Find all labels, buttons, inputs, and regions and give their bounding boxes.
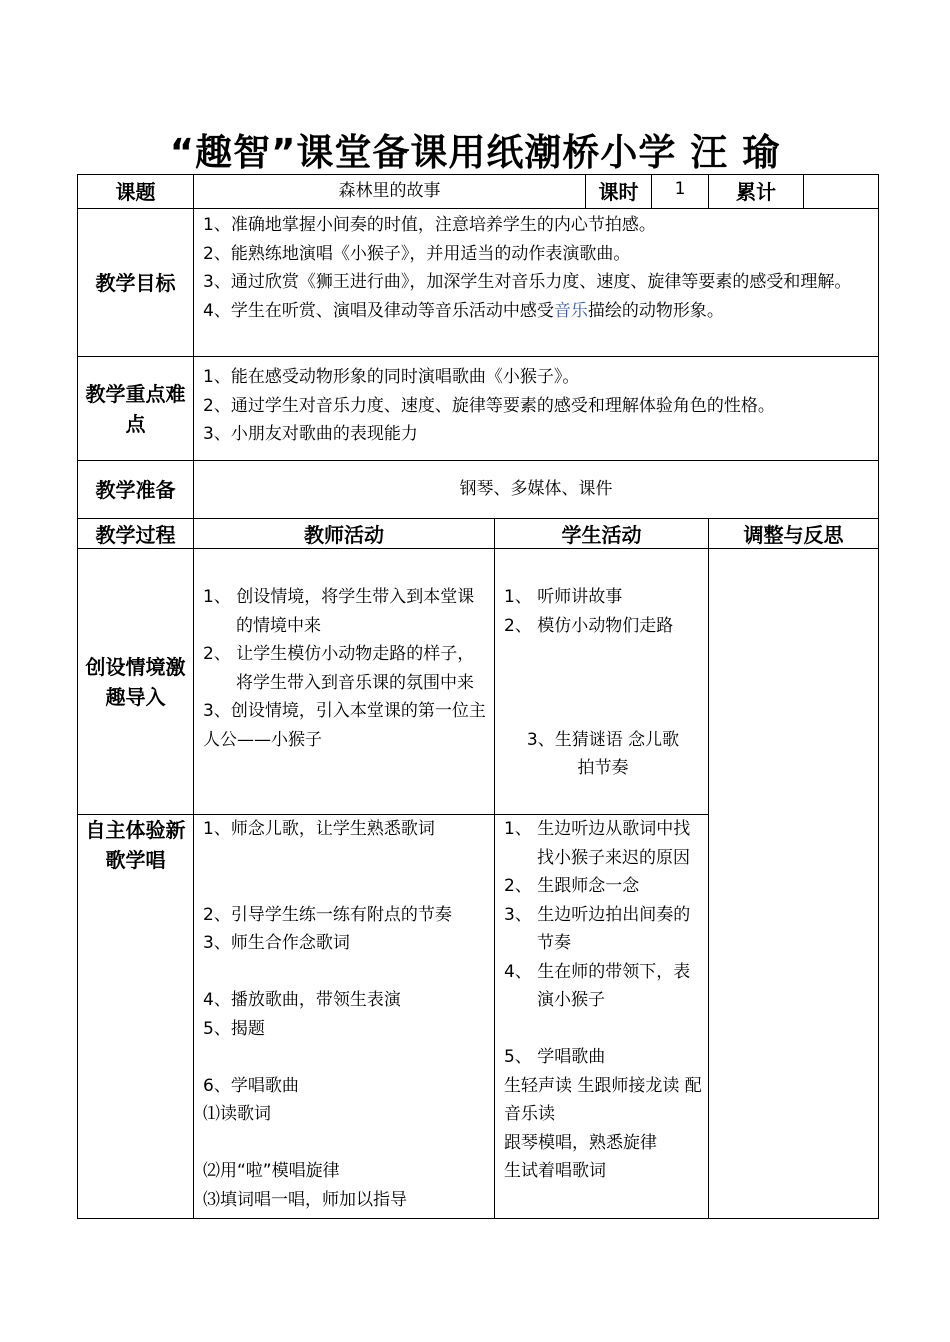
student-step: 1、 听师讲故事 [504,587,623,607]
student-step: 2、 生跟师念一念 [504,876,640,896]
hours-label: 课时 [586,175,652,209]
stage1-row [78,549,879,815]
teacher-step: 3、师生合作念歌词 [203,933,350,953]
reflection-header: 调整与反思 [709,519,879,549]
topic-value: 森林里的故事 [194,175,586,209]
key-points-content [194,357,879,461]
stage2-label: 自主体验新歌学唱 [78,815,194,1219]
spacer [203,1043,488,1072]
student-step: 3、 生边听边拍出间奏的节奏 [504,904,691,953]
student-activity-header: 学生活动 [495,519,709,549]
goal-item-text: 描绘的动物形象。 [587,300,724,321]
goal-item: 1、准确地掌握小间奏的时值，注意培养学生的内心节拍感。 [203,215,656,235]
stage1-teacher [194,549,495,815]
cumulative-value [804,175,879,209]
prep-row [78,461,879,519]
hours-value: 1 [652,175,709,209]
spacer [504,697,702,726]
goal-item: 3、通过欣赏《狮王进行曲》，加深学生对音乐力度、速度、旋律等要素的感受和理解。 [203,272,852,292]
teacher-activity-header: 教师活动 [194,519,495,549]
spacer [203,1129,488,1158]
spacer [504,669,702,698]
teacher-step: 2、 让学生模仿小动物走路的样子，将学生带入到音乐课的氛围中来 [203,644,475,693]
spacer [203,872,488,901]
teacher-step: ⑶填词唱一唱，师加以指导 [203,1189,407,1210]
teacher-step: 4、播放歌曲，带领生表演 [203,990,401,1010]
stage1-label: 创设情境激趣导入 [78,549,194,815]
spacer [504,1015,704,1044]
student-step: 生轻声读 生跟师接龙读 配音乐读 [504,1075,702,1124]
topic-label: 课题 [78,175,194,209]
student-step: 生试着唱歌词 [504,1161,606,1181]
process-header-row [78,519,879,549]
stage2-student [495,815,709,1219]
student-step: 3、生猜谜语 念儿歌 拍节奏 [526,729,680,778]
page-title: “趣智”课堂备课用纸潮桥小学 汪 瑜 [169,131,781,174]
stage2-teacher [194,815,495,1219]
stage1-student [495,549,709,815]
key-point-item: 2、通过学生对音乐力度、速度、旋律等要素的感受和理解体验角色的性格。 [203,395,775,416]
spacer [504,640,702,669]
prep-value: 钢琴、多媒体、课件 [194,461,879,519]
spacer [203,958,488,987]
music-link[interactable]: 音乐 [553,300,588,321]
teacher-step: 1、 创设情境，将学生带入到本堂课的情境中来 [203,587,475,636]
spacer [203,844,488,873]
student-step: 4、 生在师的带领下，表演小猴子 [504,961,691,1010]
goal-item [203,297,872,326]
key-points-row [78,357,879,461]
goals-content [194,209,879,357]
topic-row [78,175,879,209]
reflection-cell [709,549,879,1219]
teacher-step: 3、创设情境，引入本堂课的第一位主人公——小猴子 [203,701,486,750]
lesson-plan-table [77,174,879,1219]
cumulative-label: 累计 [709,175,804,209]
process-header: 教学过程 [78,519,194,549]
teacher-step: 2、引导学生练一练有附点的节奏 [203,904,452,925]
goals-row [78,209,879,357]
goal-item: 2、能熟练地演唱《小猴子》，并用适当的动作表演歌曲。 [203,243,631,264]
teacher-step: ⑴读歌词 [203,1104,271,1124]
student-step: 2、 模仿小动物们走路 [504,615,674,636]
student-step: 5、 学唱歌曲 [504,1047,606,1067]
prep-label: 教学准备 [78,461,194,519]
goals-label: 教学目标 [78,209,194,357]
teacher-step: 5、揭题 [203,1018,265,1039]
key-point-item: 3、小朋友对歌曲的表现能力 [203,424,418,444]
student-step: 跟琴模唱，熟悉旋律 [504,1132,657,1153]
teacher-step: ⑵用“啦”模唱旋律 [203,1161,340,1181]
teacher-step: 1、师念儿歌，让学生熟悉歌词 [203,819,435,839]
goal-item-text: 4、学生在听赏、演唱及律动等音乐活动中感受 [203,300,554,321]
teacher-step: 6、学唱歌曲 [203,1075,299,1096]
key-points-label: 教学重点难点 [78,357,194,461]
student-step: 1、 生边听边从歌词中找找小猴子来迟的原因 [504,819,691,868]
key-point-item: 1、能在感受动物形象的同时演唱歌曲《小猴子》。 [203,367,580,387]
